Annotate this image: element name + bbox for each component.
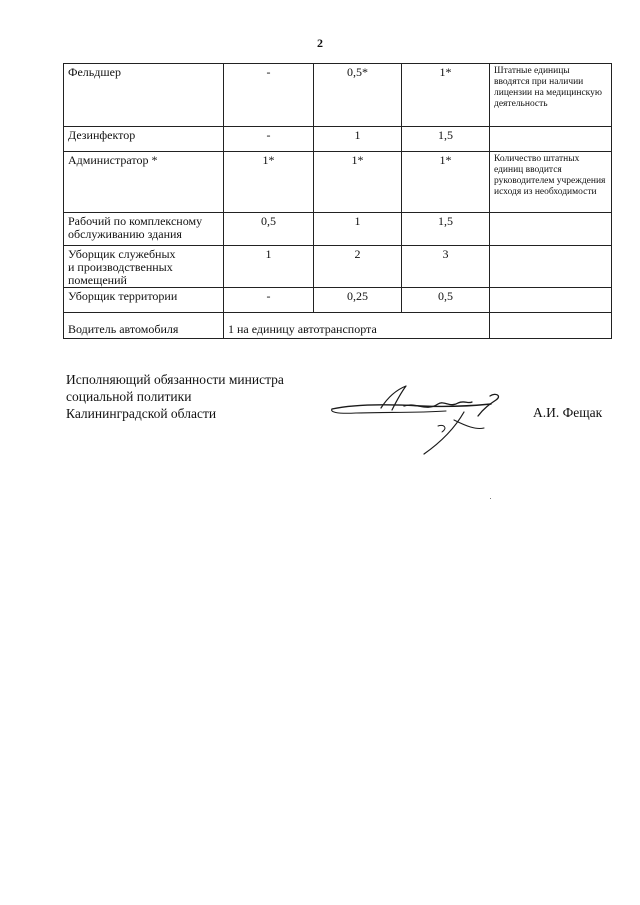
- position-name: Уборщик территории: [64, 288, 224, 313]
- table-row-voditel: [64, 313, 612, 339]
- table-row-administrator: [64, 152, 612, 213]
- value-cell: 1: [224, 246, 314, 288]
- position-name: Администратор *: [64, 152, 224, 213]
- spanned-value-cell: 1 на единицу автотранспорта: [224, 313, 490, 339]
- table-row-uborshchik-pomeshcheniy: [64, 246, 612, 288]
- page-number: 2: [317, 36, 323, 50]
- table-row-dezinfektor: [64, 127, 612, 152]
- staff-table: [63, 63, 612, 339]
- value-cell: 2: [314, 246, 402, 288]
- table-row-uborshchik-territorii: [64, 288, 612, 313]
- signatory-position: [66, 371, 284, 422]
- value-cell: -: [224, 288, 314, 313]
- value-cell: 0,5: [402, 288, 490, 313]
- note-cell: [490, 213, 612, 246]
- value-cell: 1: [314, 213, 402, 246]
- signatory-position-line: Калининградской области: [66, 406, 217, 421]
- value-cell: -: [224, 127, 314, 152]
- value-cell: 1*: [314, 152, 402, 213]
- value-cell: 0,25: [314, 288, 402, 313]
- value-cell: 1*: [224, 152, 314, 213]
- position-name: Водитель автомобиля: [64, 313, 224, 339]
- position-name-line: Уборщик служебных: [68, 247, 176, 261]
- scan-speck: [490, 498, 491, 499]
- note-cell: [490, 288, 612, 313]
- note-cell: [490, 127, 612, 152]
- position-name-line: помещений: [68, 273, 127, 287]
- value-cell: 1,5: [402, 213, 490, 246]
- signatory-position-line: Исполняющий обязанности министра: [66, 372, 284, 387]
- position-name: Рабочий по комплексному обслуживанию здания: [64, 213, 224, 246]
- note-cell: [490, 313, 612, 339]
- value-cell: 0,5: [224, 213, 314, 246]
- value-cell: 3: [402, 246, 490, 288]
- signatory-position-line: социальной политики: [66, 389, 192, 404]
- table-row-feldsher: [64, 64, 612, 127]
- value-cell: 1*: [402, 152, 490, 213]
- handwritten-signature: [326, 382, 506, 460]
- note-cell: [490, 246, 612, 288]
- value-cell: 1,5: [402, 127, 490, 152]
- value-cell: 1: [314, 127, 402, 152]
- position-name: [64, 246, 224, 288]
- position-name: Фельдшер: [64, 64, 224, 127]
- value-cell: 0,5*: [314, 64, 402, 127]
- note-cell: Количество штатных единиц вводится руководителем учреждения исходя из необходимости: [490, 152, 612, 213]
- note-cell: Штатные единицы вводятся при наличии лицензии на медицинскую деятельность: [490, 64, 612, 127]
- value-cell: 1*: [402, 64, 490, 127]
- table-row-rabochiy: [64, 213, 612, 246]
- position-name: Дезинфектор: [64, 127, 224, 152]
- position-name-line: и производственных: [68, 260, 173, 274]
- value-cell: -: [224, 64, 314, 127]
- signatory-name: А.И. Фещак: [533, 405, 603, 420]
